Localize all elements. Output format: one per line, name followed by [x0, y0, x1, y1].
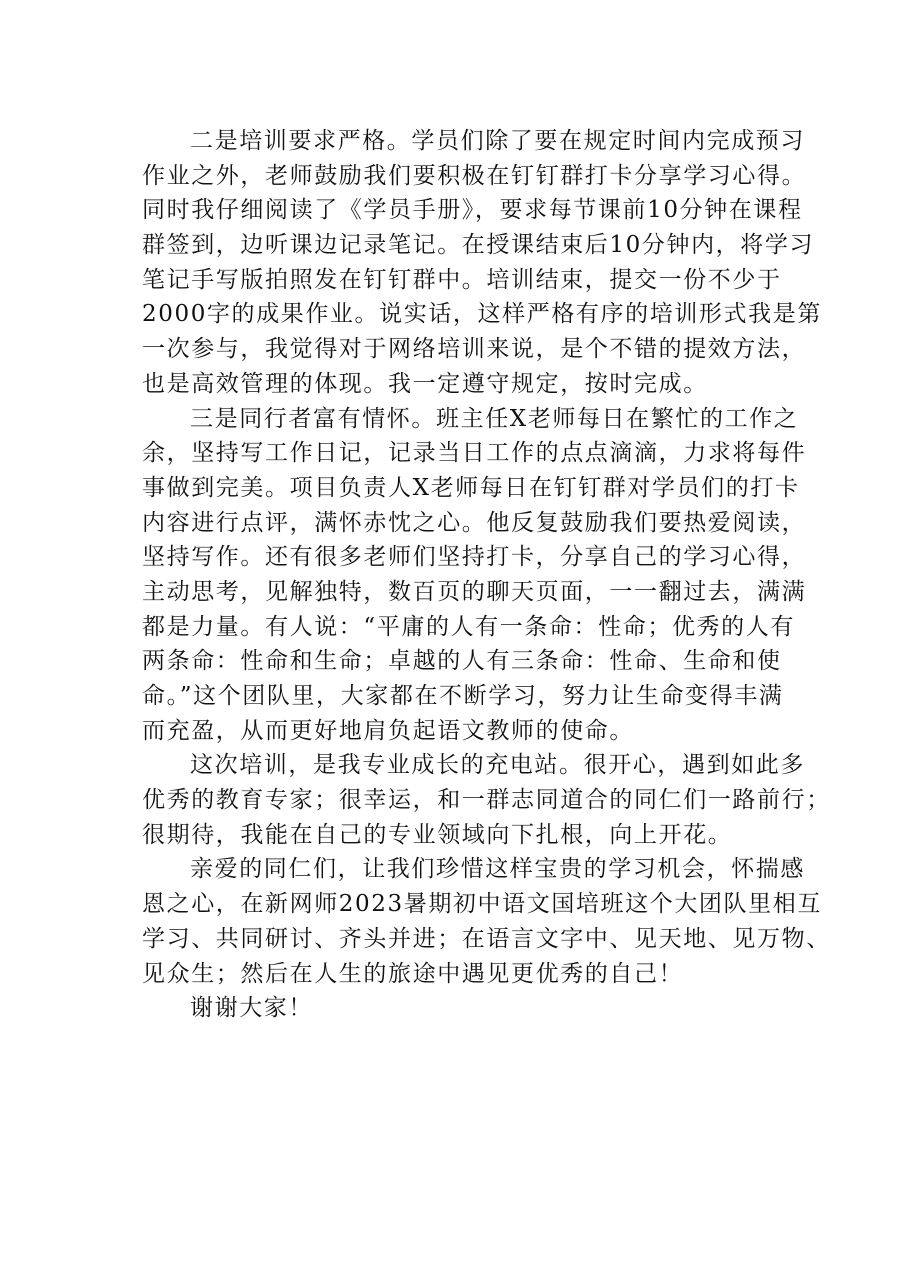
text-line: 很期待，我能在自己的专业领域向下扎根，向上开花。	[142, 821, 733, 848]
text-line: 谢谢大家！	[190, 995, 313, 1022]
text-line: 主动思考，见解独特，数百页的聊天页面，一一翻过去，满满	[142, 578, 807, 605]
document-body	[142, 124, 831, 1026]
text-line: 同时我仔细阅读了《学员手册》，要求每节课前10分钟在课程	[142, 197, 803, 224]
text-line: 内容进行点评，满怀赤忱之心。他反复鼓励我们要热爱阅读，	[142, 509, 807, 536]
text-line: 命。”这个团队里，大家都在不断学习，努力让生命变得丰满	[142, 683, 784, 709]
text-line: 一次参与，我觉得对于网络培训来说，是个不错的提效方法，	[142, 336, 807, 363]
text-line: 坚持写作。还有很多老师们坚持打卡，分享自己的学习心得，	[142, 544, 807, 571]
text-line: 都是力量。有人说：“平庸的人有一条命：性命；优秀的人有	[142, 613, 795, 640]
text-line: 笔记手写版拍照发在钉钉群中。培训结束，提交一份不少于	[142, 266, 782, 293]
text-line: 而充盈，从而更好地肩负起语文教师的使命。	[142, 717, 634, 744]
text-line: 三是同行者富有情怀。班主任X老师每日在繁忙的工作之	[190, 405, 799, 432]
text-line: 余，坚持写工作日记，记录当日工作的点点滴滴，力求将每件	[142, 440, 807, 467]
text-line: 也是高效管理的体现。我一定遵守规定，按时完成。	[142, 370, 708, 397]
text-line: 事做到完美。项目负责人X老师每日在钉钉群对学员们的打卡	[142, 474, 800, 501]
text-line: 学习、共同研讨、齐头并进；在语言文字中、见天地、见万物、	[142, 925, 831, 952]
text-line: 作业之外，老师鼓励我们要积极在钉钉群打卡分享学习心得。	[142, 162, 807, 189]
text-line: 两条命：性命和生命；卓越的人有三条命：性命、生命和使	[142, 648, 782, 675]
text-line: 这次培训，是我专业成长的充电站。很开心，遇到如此多	[190, 752, 805, 779]
text-line: 2000字的成果作业。说实话，这样严格有序的培训形式我是第	[142, 301, 822, 328]
text-line: 优秀的教育专家；很幸运，和一群志同道合的同仁们一路前行；	[142, 787, 831, 814]
text-line: 群签到，边听课边记录笔记。在授课结束后10分钟内，将学习	[142, 232, 815, 259]
text-line: 亲爱的同仁们，让我们珍惜这样宝贵的学习机会，怀揣感	[190, 856, 805, 883]
text-line: 二是培训要求严格。学员们除了要在规定时间内完成预习	[190, 128, 805, 154]
text-line: 恩之心，在新网师2023暑期初中语文国培班这个大团队里相互	[142, 891, 822, 918]
text-line: 见众生；然后在人生的旅途中遇见更优秀的自己！	[142, 960, 684, 987]
